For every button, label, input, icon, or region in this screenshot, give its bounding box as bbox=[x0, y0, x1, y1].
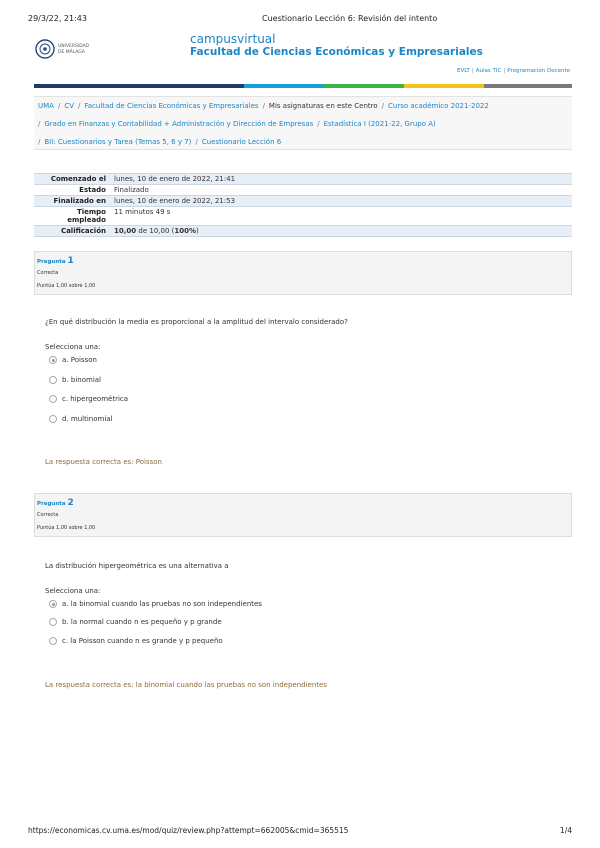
summary-row-state bbox=[34, 185, 572, 196]
crumb-faculty[interactable]: Facultad de Ciencias Económicas y Empresariales bbox=[84, 102, 259, 110]
grade-label: Calificación bbox=[34, 226, 110, 237]
radio-selected-icon[interactable] bbox=[49, 600, 57, 608]
question-text: La distribución hipergeométrica es una alternativa a bbox=[45, 562, 229, 570]
answer-option[interactable]: a. Poisson bbox=[49, 356, 97, 364]
time-value: 11 minutos 49 s bbox=[114, 208, 171, 216]
summary-row-grade bbox=[34, 226, 572, 237]
finished-value: lunes, 10 de enero de 2022, 21:53 bbox=[110, 196, 572, 207]
question-info bbox=[34, 493, 572, 537]
question-grade: Puntúa 1,00 sobre 1,00 bbox=[37, 525, 96, 531]
state-value: Finalizado bbox=[114, 186, 149, 194]
answer-prompt: Selecciona una: bbox=[45, 343, 101, 351]
link-aulas-tic[interactable]: Aulas TIC bbox=[475, 68, 502, 74]
radio-selected-icon[interactable] bbox=[49, 356, 57, 364]
started-label: Comenzado el bbox=[34, 174, 110, 185]
answer-option[interactable]: b. la normal cuando n es pequeño y p grande bbox=[49, 618, 222, 626]
brand-stripe bbox=[404, 84, 484, 88]
finished-label: Finalizado en bbox=[34, 196, 110, 207]
attempt-summary bbox=[34, 173, 572, 237]
grade-value: 10,00 de 10,00 (100%) bbox=[110, 226, 572, 237]
print-title: Cuestionario Lección 6: Revisión del intento bbox=[262, 14, 438, 23]
question-number: Pregunta 1 bbox=[37, 256, 74, 266]
brand-stripe bbox=[484, 84, 572, 88]
correct-answer-feedback: La respuesta correcta es: la binomial cuando las pruebas no son independientes bbox=[45, 681, 327, 689]
brand-stripe bbox=[124, 84, 244, 88]
crumb-section[interactable]: BII: Cuestionarios y Tarea (Temas 5, 6 y 7) bbox=[44, 138, 192, 146]
radio-icon[interactable] bbox=[49, 395, 57, 403]
answer-prompt: Selecciona una: bbox=[45, 587, 101, 595]
question-state: Correcta bbox=[37, 270, 59, 276]
print-url: https://economicas.cv.uma.es/mod/quiz/review.php?attempt=662005&cmid=365515 bbox=[28, 826, 349, 835]
question-number: Pregunta 2 bbox=[37, 498, 74, 508]
top-links: EVLT | Aulas TIC | Programación Docente bbox=[457, 68, 570, 74]
breadcrumb: UMA / CV / Facultad de Ciencias Económicas y Empresariales / Mis asignaturas en este Centro / Curso académico 2021-2022 / Grado en Finanzas y Contabilidad + Administración y Dirección de Empresas / Estadística I (2021-22, Grupo A) / BII: Cuestionarios y Tarea (Temas 5, 6 y 7) / Cuestionario Lección 6 bbox=[34, 96, 572, 150]
answer-option[interactable]: b. binomial bbox=[49, 376, 101, 384]
crumb-my-subjects: Mis asignaturas en este Centro bbox=[268, 102, 378, 110]
radio-icon[interactable] bbox=[49, 415, 57, 423]
faculty-name[interactable]: Facultad de Ciencias Económicas y Empresariales bbox=[190, 46, 483, 58]
site-name[interactable]: campusvirtual bbox=[190, 32, 276, 46]
summary-row-started bbox=[34, 174, 572, 185]
link-evlt[interactable]: EVLT bbox=[457, 68, 470, 74]
answer-option[interactable]: c. la Poisson cuando n es grande y p pequeño bbox=[49, 637, 223, 645]
brand-stripe bbox=[324, 84, 404, 88]
crumb-uma[interactable]: UMA bbox=[38, 102, 54, 110]
link-programacion-docente[interactable]: Programación Docente bbox=[507, 68, 570, 74]
brand-color-bar bbox=[34, 84, 572, 88]
crumb-cv[interactable]: CV bbox=[64, 102, 74, 110]
crumb-quiz[interactable]: Cuestionario Lección 6 bbox=[201, 138, 282, 146]
question-info bbox=[34, 251, 572, 295]
time-label: Tiempo empleado bbox=[67, 208, 106, 224]
svg-text:UNIVERSIDAD: UNIVERSIDAD bbox=[58, 44, 90, 49]
radio-icon[interactable] bbox=[49, 637, 57, 645]
page-number: 1/4 bbox=[559, 826, 572, 835]
question-text: ¿En qué distribución la media es proporcional a la amplitud del intervalo considerado? bbox=[45, 318, 348, 326]
answer-option[interactable]: a. la binomial cuando las pruebas no son independientes bbox=[49, 600, 262, 608]
started-value: lunes, 10 de enero de 2022, 21:41 bbox=[110, 174, 572, 185]
crumb-academic-year[interactable]: Curso académico 2021-2022 bbox=[388, 102, 489, 110]
brand-stripe bbox=[244, 84, 324, 88]
crumb-degree[interactable]: Grado en Finanzas y Contabilidad + Administración y Dirección de Empresas bbox=[44, 120, 314, 128]
svg-text:DE MÁLAGA: DE MÁLAGA bbox=[58, 50, 85, 55]
crumb-course[interactable]: Estadística I (2021-22, Grupo A) bbox=[323, 120, 436, 128]
question-grade: Puntúa 1,00 sobre 1,00 bbox=[37, 283, 96, 289]
print-datetime: 29/3/22, 21:43 bbox=[28, 14, 87, 23]
state-label: Estado bbox=[79, 186, 106, 194]
answer-option[interactable]: c. hipergeométrica bbox=[49, 395, 128, 403]
summary-row-time bbox=[34, 207, 572, 226]
summary-row-finished bbox=[34, 196, 572, 207]
brand-stripe bbox=[34, 84, 124, 88]
question-state: Correcta bbox=[37, 512, 59, 518]
correct-answer-feedback: La respuesta correcta es: Poisson bbox=[45, 458, 162, 466]
university-seal-icon bbox=[35, 38, 95, 60]
answer-option[interactable]: d. multinomial bbox=[49, 415, 113, 423]
radio-icon[interactable] bbox=[49, 376, 57, 384]
radio-icon[interactable] bbox=[49, 618, 57, 626]
university-logo[interactable] bbox=[35, 38, 95, 60]
